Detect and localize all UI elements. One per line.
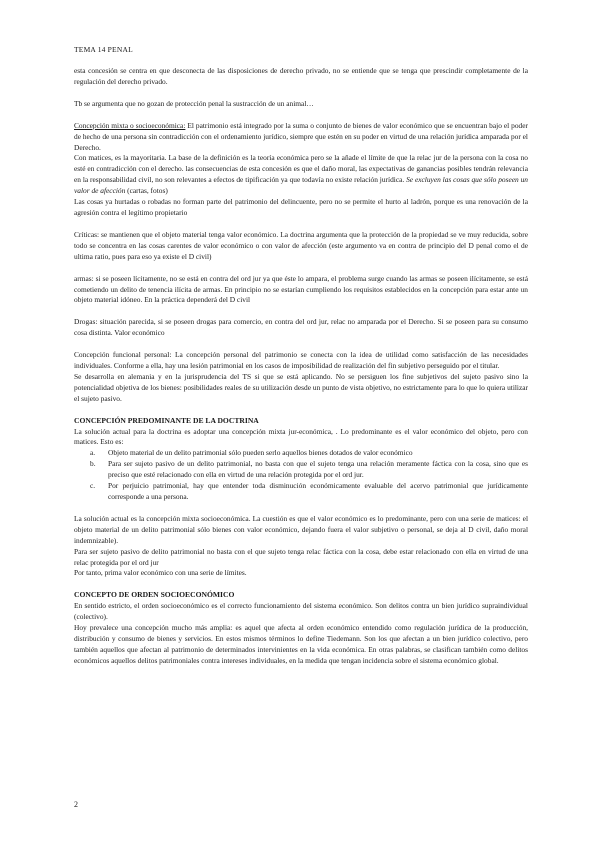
running-header: TEMA 14 PENAL bbox=[74, 45, 133, 54]
paragraph: esta concesión se centra en que desconecta de las disposiciones de derecho privado, no se entiende que se tenga que prescindir completamente de la regulación del derecho privado. bbox=[74, 66, 528, 86]
list-item bbox=[74, 481, 528, 503]
page-content bbox=[74, 66, 528, 667]
list-marker: c. bbox=[90, 481, 96, 491]
list-marker: b. bbox=[90, 459, 96, 469]
section-heading: CONCEPCIÓN PREDOMINANTE DE LA DOCTRINA bbox=[74, 415, 259, 425]
paragraph-weapons: armas: si se poseen lícitamente, no se está en contra del ord jur ya que éste lo ampara, el problema surge cuando las armas se poseen ilícitamente, se está cometiendo un delito de tenencia ilícita de armas. En principio no se estarían cumpliendo los requisitos establecidos en la concepción para estar ante un objeto material idóneo. En la práctica dependerá del D civil bbox=[74, 273, 528, 305]
paragraph: Las cosas ya hurtadas o robadas no forman parte del patrimonio del delincuente, pero no se permite el hurto al ladrón, porque es una renovación de la agresión contra el legítimo propietario bbox=[74, 197, 528, 217]
list-item-text: Por perjuicio patrimonial, hay que entender toda disminución económicamente evaluable del acervo patrimonial que jurídicamente corresponde a una persona. bbox=[108, 481, 528, 501]
list-item bbox=[74, 459, 528, 481]
page-number: 2 bbox=[74, 800, 78, 809]
paragraph-functional-concept: Concepción funcional personal: La concepción personal del patrimonio se conecta con la idea de utilidad como satisfacción de las necesidades individuales. Conforme a ella, hay una lesión patrimonial en los casos de imposibilidad de realización del fin subjetivo perseguido por el titular. bbox=[74, 350, 528, 371]
paragraph-criticism: Críticas: se mantienen que el objeto material tenga valor económico. La doctrina argumenta que la protección de la propiedad se ve muy reducida, sobre todo se concentra en las cosas carentes de valor económico o con valor de afección (este argumento va en contra de principio del D penal como el de ultima ratio, pues para eso ya existe el D civil) bbox=[74, 229, 528, 261]
paragraph: La solución actual es la concepción mixta socioeconómica. La cuestión es que el valor económico es lo predominante, pero con una serie de matices: el objeto material de un delito patrimonial sólo bienes con valor económico, dejando fuera el valor subjetivo o personal, se deja al D civil, daño moral indemnizable). bbox=[74, 513, 528, 545]
paragraph-text: Con matices, es la mayoritaria. La base de la definición es la teoría económica pero se la añade el límite de que la relac jur de la persona con la cosa no esté en contradicción con el derecho. las consecuencias de esta concesión es que el daño moral, las expectativas de ganancias posibles tendrán relevancia en la responsabilidad civil, no son relevantes a efectos de tipificación ya que todavía no existe relación jurídica. bbox=[74, 153, 528, 185]
paragraph-drugs: Drogas: situación parecida, si se poseen drogas para comercio, en contra del ord jur, relac no amparada por el Derecho. Si se poseen para su consumo cosa distinta. Valor económico bbox=[74, 317, 528, 338]
paragraph: Hoy prevalece una concepción mucho más amplia: es aquel que afecta al orden económico entendido como regulación jurídica de la producción, distribución y consumo de bienes y servicios. En estos mismos términos lo define Tiedemann. Son los que afectan a un bien jurídico colectivo, pero también aquellos que afectan al patrimonio de determinados intervinientes en la vida económica. En otras palabras, se clasifican también como delitos económicos aquellos delitos patrimoniales contra intereses individuales, en la medida que tengan incidencia sobre el sistema económico global. bbox=[74, 623, 528, 665]
list-item-text: Para ser sujeto pasivo de un delito patrimonial, no basta con que el sujeto tenga una relación meramente fáctica con la cosa, sino que es preciso que esté relacionado con ella en virtud de una relación protegida por el ord jur. bbox=[108, 459, 528, 480]
paragraph: Se desarrolla en alemania y en la jurisprudencia del TS si que se está aplicando. No se persiguen los fine subjetivos del sujeto pasivo sino la potencialidad objetiva de los bienes: posibilidades reales de su utilización desde un punto de vista objetivo, no estrictamente para lo que lo quiera utilizar el sujeto pasivo. bbox=[74, 371, 528, 403]
list-marker: a. bbox=[90, 448, 96, 458]
paragraph: Tb se argumenta que no gozan de protección penal la sustracción de un animal… bbox=[74, 98, 314, 108]
paragraph bbox=[74, 153, 528, 197]
paragraph: En sentido estricto, el orden socioeconómico es el correcto funcionamiento del sistema económico. Son delitos contra un bien jurídico supraindividual (colectivo). bbox=[74, 601, 528, 622]
section-intro: La solución actual para la doctrina es adoptar una concepción mixta jur-económica, . Lo predominante es el valor económico del objeto, pero con matices. Esto es: bbox=[74, 426, 528, 447]
concept-definition: El patrimonio está integrado por la suma o conjunto de bienes de valor económico que se encuentran bajo el poder de hecho de una persona sin contradicción con el ordenamiento jurídico, siempre que estén en su poder en virtud de una relación jurídica amparada por el Derecho. bbox=[74, 120, 528, 152]
list-item-text: Objeto material de un delito patrimonial sólo pueden serlo aquellos bienes dotados de valor económico bbox=[108, 448, 413, 458]
paragraph: Para ser sujeto pasivo de delito patrimonial no basta con el que sujeto tenga relac fáctica con la cosa, debe estar relacionado con ella en virtud de una relac protegida por el ord jur bbox=[74, 546, 528, 567]
criteria-list bbox=[74, 448, 528, 503]
italic-text: Se excluyen las cosas que sólo poseen un valor de afección bbox=[74, 175, 528, 196]
paragraph-mixed-concept bbox=[74, 121, 528, 154]
paragraph: Por tanto, prima valor económico con una serie de límites. bbox=[74, 568, 247, 578]
paragraph-text: (cartas, fotos) bbox=[125, 186, 168, 196]
concept-title: Concepción mixta o socioeconómica: bbox=[74, 120, 186, 130]
section-heading: CONCEPTO DE ORDEN SOCIOECONÓMICO bbox=[74, 590, 235, 600]
list-item bbox=[74, 448, 528, 459]
